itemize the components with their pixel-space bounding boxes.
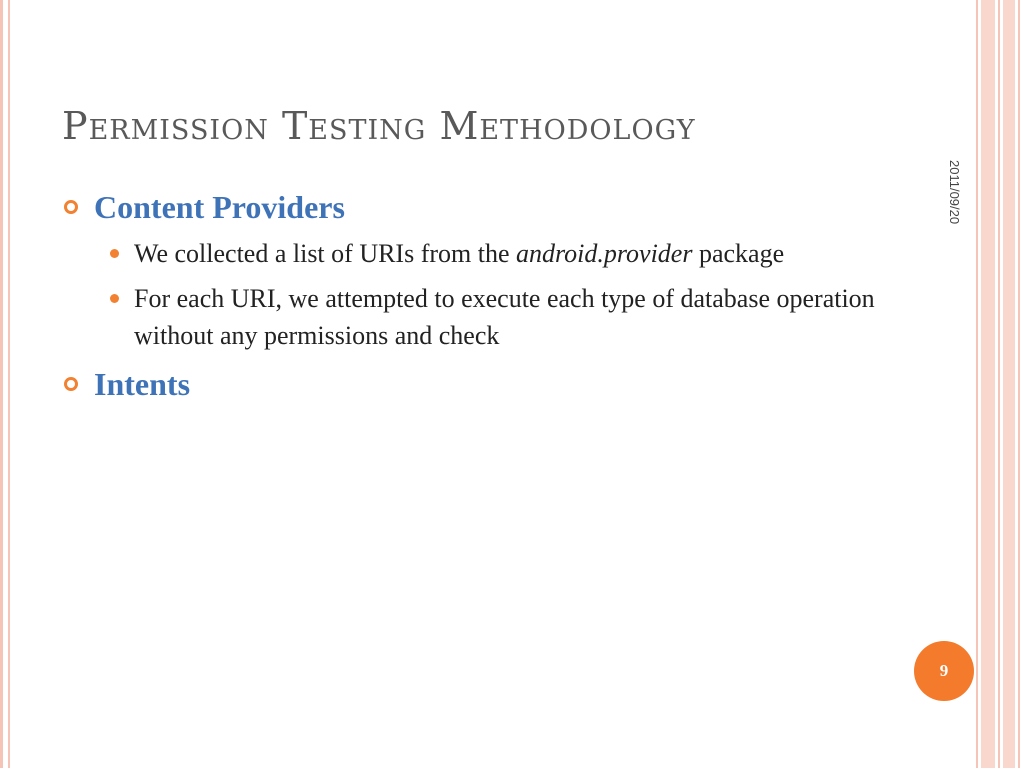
decorative-stripe — [1018, 0, 1020, 768]
page-number-badge — [914, 641, 974, 701]
bullet-content-providers — [62, 185, 882, 229]
page-number: 9 — [939, 661, 949, 680]
bullet-label: Intents — [94, 366, 191, 402]
decorative-stripe — [1003, 0, 1015, 768]
dot-bullet-icon — [110, 294, 119, 303]
ring-bullet-icon — [64, 377, 78, 391]
sub-bullet-text-after: package — [692, 239, 785, 268]
slide-title: Permission Testing Methodology — [62, 104, 696, 148]
sub-bullet-emphasis: android.provider — [516, 239, 693, 268]
sub-bullet-text-before: We collected a list of URIs from the — [134, 239, 517, 268]
decorative-stripe — [976, 0, 978, 768]
sub-bullet-uri-list — [110, 235, 882, 272]
sub-bullet-text: For each URI, we attempted to execute each type of database operation without any permissions and check — [134, 284, 875, 350]
ring-bullet-icon — [64, 200, 78, 214]
dot-bullet-icon — [110, 249, 119, 258]
sub-bullet-uri-operations — [110, 280, 882, 354]
bullet-intents — [62, 362, 882, 406]
decorative-stripe — [998, 0, 1000, 768]
decorative-stripe — [8, 0, 10, 768]
slide-date: 2011/09/20 — [947, 160, 962, 225]
slide-content — [62, 185, 882, 412]
decorative-stripe — [0, 0, 3, 768]
bullet-label: Content Providers — [94, 189, 345, 225]
decorative-stripe — [981, 0, 995, 768]
